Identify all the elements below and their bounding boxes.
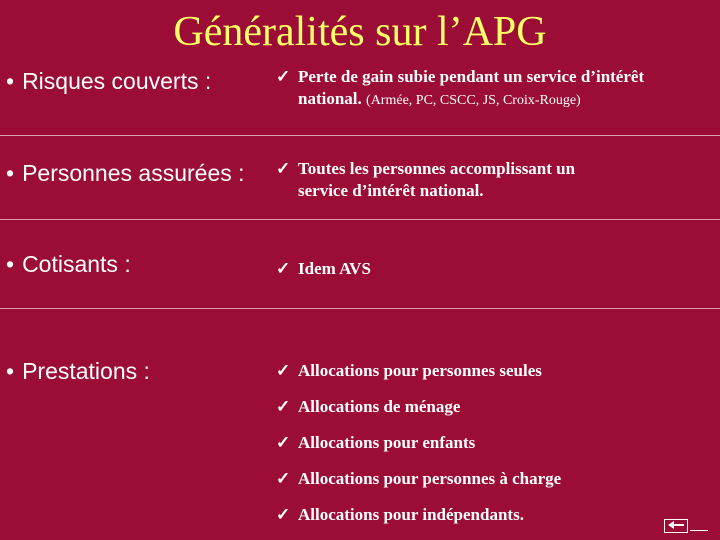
item-note: (Armée, PC, CSCC, JS, Croix-Rouge): [366, 93, 581, 108]
divider: [0, 308, 720, 309]
item-text: Allocations de ménage: [298, 397, 461, 416]
item-allocations-personnes-seules: [276, 360, 542, 382]
label-text: Prestations :: [22, 358, 150, 384]
item-toutes-les-personnes: [276, 158, 575, 202]
item-text: Perte de gain subie pendant un service d’intérêt: [298, 67, 645, 86]
label-text: Risques couverts :: [22, 68, 212, 94]
checkmark-icon: ✓: [276, 433, 291, 452]
item-allocations-menage: [276, 396, 460, 418]
item-text: Allocations pour enfants: [298, 433, 476, 452]
label-prestations: [6, 358, 150, 385]
item-idem-avs: [276, 258, 371, 280]
checkmark-icon: ✓: [276, 469, 291, 488]
label-cotisants: [6, 251, 131, 278]
item-allocations-enfants: [276, 432, 475, 454]
item-allocations-personnes-charge: [276, 468, 561, 490]
back-navigation-icon[interactable]: [664, 519, 688, 533]
item-text: Allocations pour personnes à charge: [298, 469, 562, 488]
divider: [0, 219, 720, 220]
bullet-icon: •: [6, 251, 15, 277]
label-risques-couverts: [6, 68, 211, 95]
divider: [0, 135, 720, 136]
label-personnes-assurees: [6, 160, 245, 187]
bullet-icon: •: [6, 68, 15, 94]
page-title: Généralités sur l’APG: [173, 9, 547, 55]
label-text: Cotisants :: [22, 251, 131, 277]
label-text: Personnes assurées :: [22, 160, 245, 186]
checkmark-icon: ✓: [276, 505, 291, 524]
item-text: Allocations pour personnes seules: [298, 361, 542, 380]
item-text-cont: national.: [298, 89, 362, 108]
checkmark-icon: ✓: [276, 259, 291, 278]
item-text: Allocations pour indépendants.: [298, 505, 524, 524]
checkmark-icon: ✓: [276, 397, 291, 416]
checkmark-icon: ✓: [276, 159, 291, 178]
checkmark-icon: ✓: [276, 361, 291, 380]
checkmark-icon: ✓: [276, 67, 291, 86]
item-text-cont: service d’intérêt national.: [298, 181, 484, 200]
back-arrow-icon: [666, 520, 686, 530]
item-allocations-independants: [276, 504, 524, 526]
bullet-icon: •: [6, 160, 15, 186]
nav-underline: [690, 530, 708, 531]
bullet-icon: •: [6, 358, 15, 384]
item-text: Toutes les personnes accomplissant un: [298, 159, 576, 178]
item-text: Idem AVS: [298, 259, 371, 278]
item-perte-de-gain: [276, 66, 644, 112]
